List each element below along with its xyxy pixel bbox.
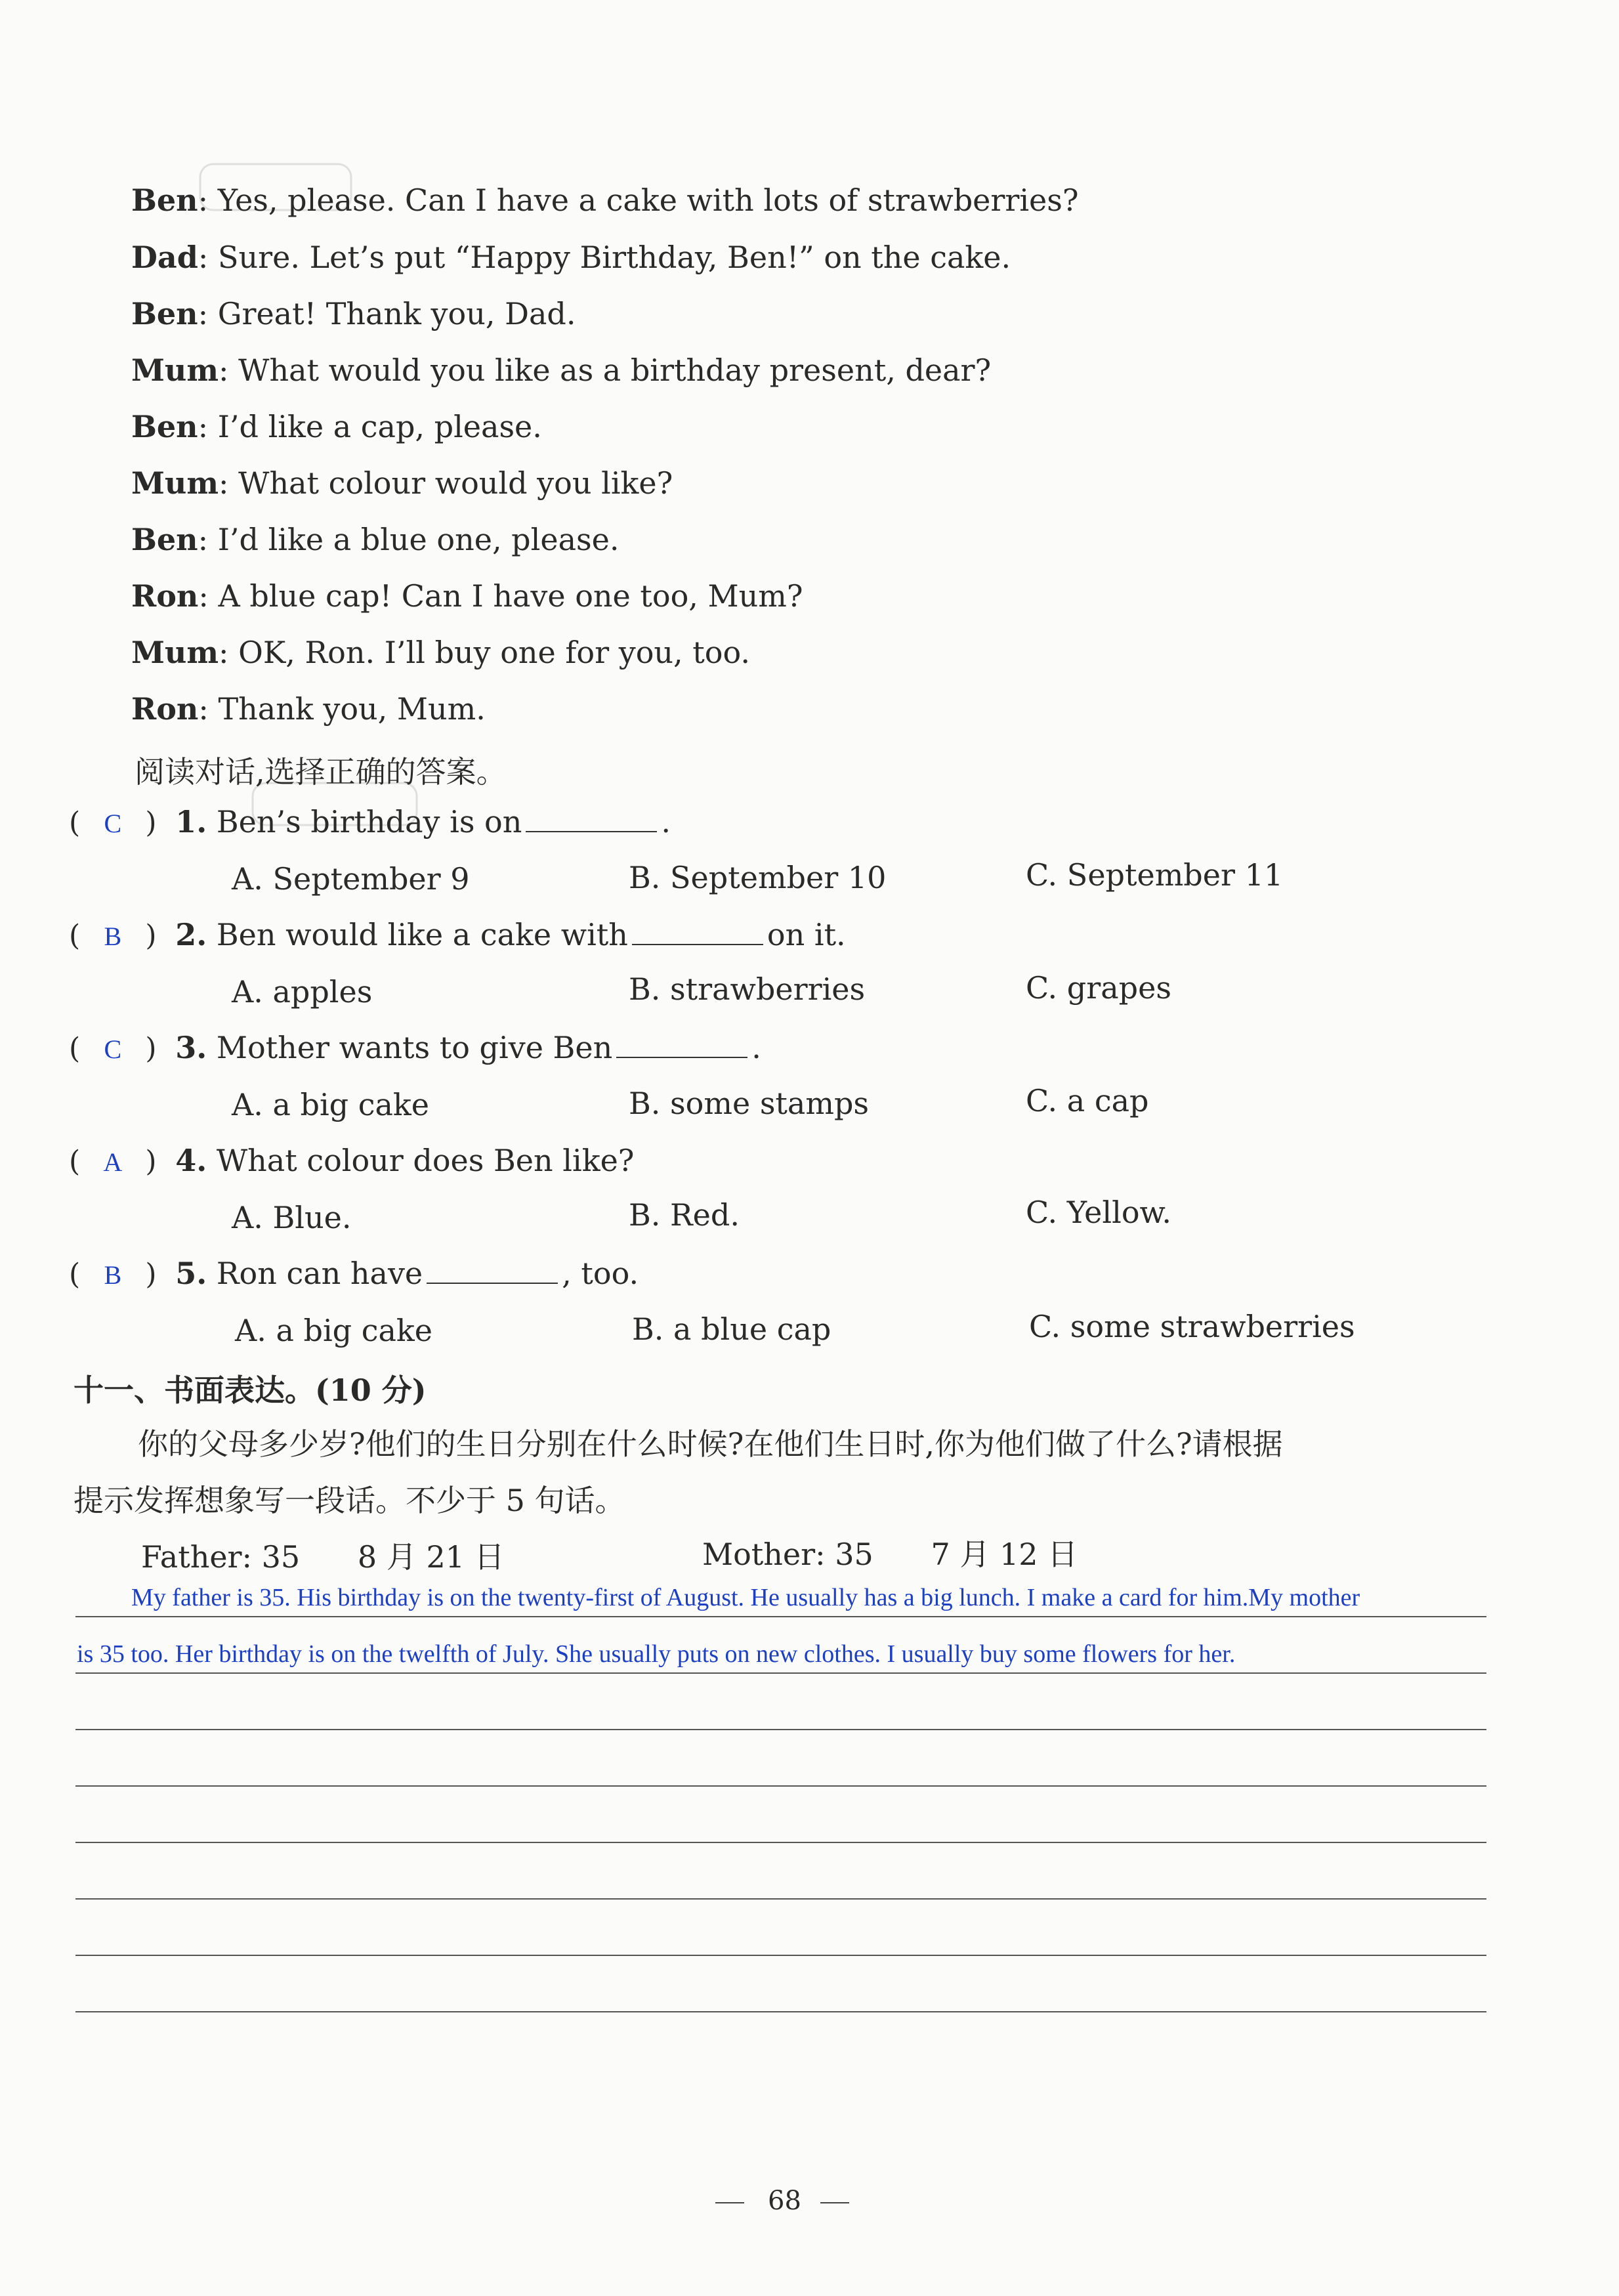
dialogue-line: Ben: I’d like a cap, please.	[131, 409, 542, 444]
writing-line	[75, 1955, 1486, 1956]
answer-blank	[427, 1258, 558, 1284]
prompt-line-2: 提示发挥想象写一段话。不少于 5 句话。	[74, 1483, 625, 1518]
option-c: C. Yellow.	[1026, 1195, 1172, 1230]
option-a: A. September 9	[232, 861, 470, 897]
hint-mother: Mother: 35 7 月 12 日	[702, 1537, 1078, 1572]
dialogue-line: Ben: Great! Thank you, Dad.	[131, 296, 576, 331]
dialogue-line: Ron: A blue cap! Can I have one too, Mum?	[131, 578, 803, 614]
prompt-line-1: 你的父母多少岁?他们的生日分别在什么时候?在他们生日时,你为他们做了什么?请根据	[138, 1426, 1283, 1462]
dialogue-line: Ben: I’d like a blue one, please.	[131, 522, 620, 557]
page-number-dash	[820, 2202, 849, 2203]
option-a: A. a big cake	[235, 1313, 433, 1348]
option-b: B. September 10	[629, 860, 887, 895]
option-a: A. apples	[232, 974, 373, 1010]
option-b: B. Red.	[629, 1197, 740, 1233]
dialogue-line: Mum: What colour would you like?	[131, 465, 673, 501]
option-c: C. a cap	[1026, 1083, 1149, 1118]
written-answer-line-1: My father is 35. His birthday is on the twenty-first of August. He usually has a big lunch. I make a card for him.My mother	[131, 1584, 1360, 1611]
dialogue-line: Ben: Yes, please. Can I have a cake with lots of strawberries?	[131, 182, 1079, 218]
dialogue-line: Dad: Sure. Let’s put “Happy Birthday, Ben!” on the cake.	[131, 240, 1011, 275]
answer-mark: A	[103, 1147, 123, 1177]
option-b: B. a blue cap	[632, 1311, 831, 1347]
question-2: ( B ) 2. Ben would like a cake with on it.	[69, 917, 846, 952]
page-number-dash	[715, 2202, 744, 2203]
question-1: ( C ) 1. Ben’s birthday is on .	[69, 804, 671, 840]
instruction: 阅读对话,选择正确的答案。	[135, 754, 507, 790]
question-3: ( C ) 3. Mother wants to give Ben .	[69, 1030, 761, 1065]
hint-father: Father: 35 8 月 21 日	[141, 1539, 505, 1575]
dialogue-line: Mum: What would you like as a birthday present, dear?	[131, 352, 992, 388]
page-number: 68	[768, 2186, 801, 2216]
answer-mark: C	[104, 809, 122, 838]
writing-line	[75, 1842, 1486, 1843]
writing-line	[75, 1729, 1486, 1730]
answer-blank	[632, 919, 763, 945]
written-answer-line-2: is 35 too. Her birthday is on the twelfth of July. She usually puts on new clothes. I usually buy some flowers for her.	[77, 1640, 1236, 1668]
option-a: A. Blue.	[232, 1200, 352, 1235]
dialogue-line: Mum: OK, Ron. I’ll buy one for you, too.	[131, 635, 750, 670]
section-title: 十一、书面表达。(10 分)	[74, 1372, 427, 1408]
option-c: C. some strawberries	[1029, 1309, 1355, 1344]
question-4: ( A ) 4. What colour does Ben like?	[69, 1143, 635, 1178]
option-c: C. grapes	[1026, 970, 1171, 1006]
answer-blank	[526, 806, 657, 832]
dialogue-line: Ron: Thank you, Mum.	[131, 691, 486, 727]
option-c: C. September 11	[1026, 857, 1284, 893]
writing-line	[75, 1785, 1486, 1787]
writing-line	[75, 2011, 1486, 2012]
answer-mark: B	[104, 922, 122, 951]
answer-mark: B	[104, 1260, 122, 1290]
option-a: A. a big cake	[232, 1087, 430, 1122]
option-b: B. strawberries	[629, 971, 866, 1007]
option-b: B. some stamps	[629, 1086, 870, 1121]
writing-line	[75, 1616, 1486, 1617]
answer-blank	[616, 1032, 747, 1058]
writing-line	[75, 1672, 1486, 1674]
writing-line	[75, 1898, 1486, 1900]
answer-mark: C	[104, 1034, 122, 1064]
question-5: ( B ) 5. Ron can have , too.	[69, 1256, 639, 1291]
